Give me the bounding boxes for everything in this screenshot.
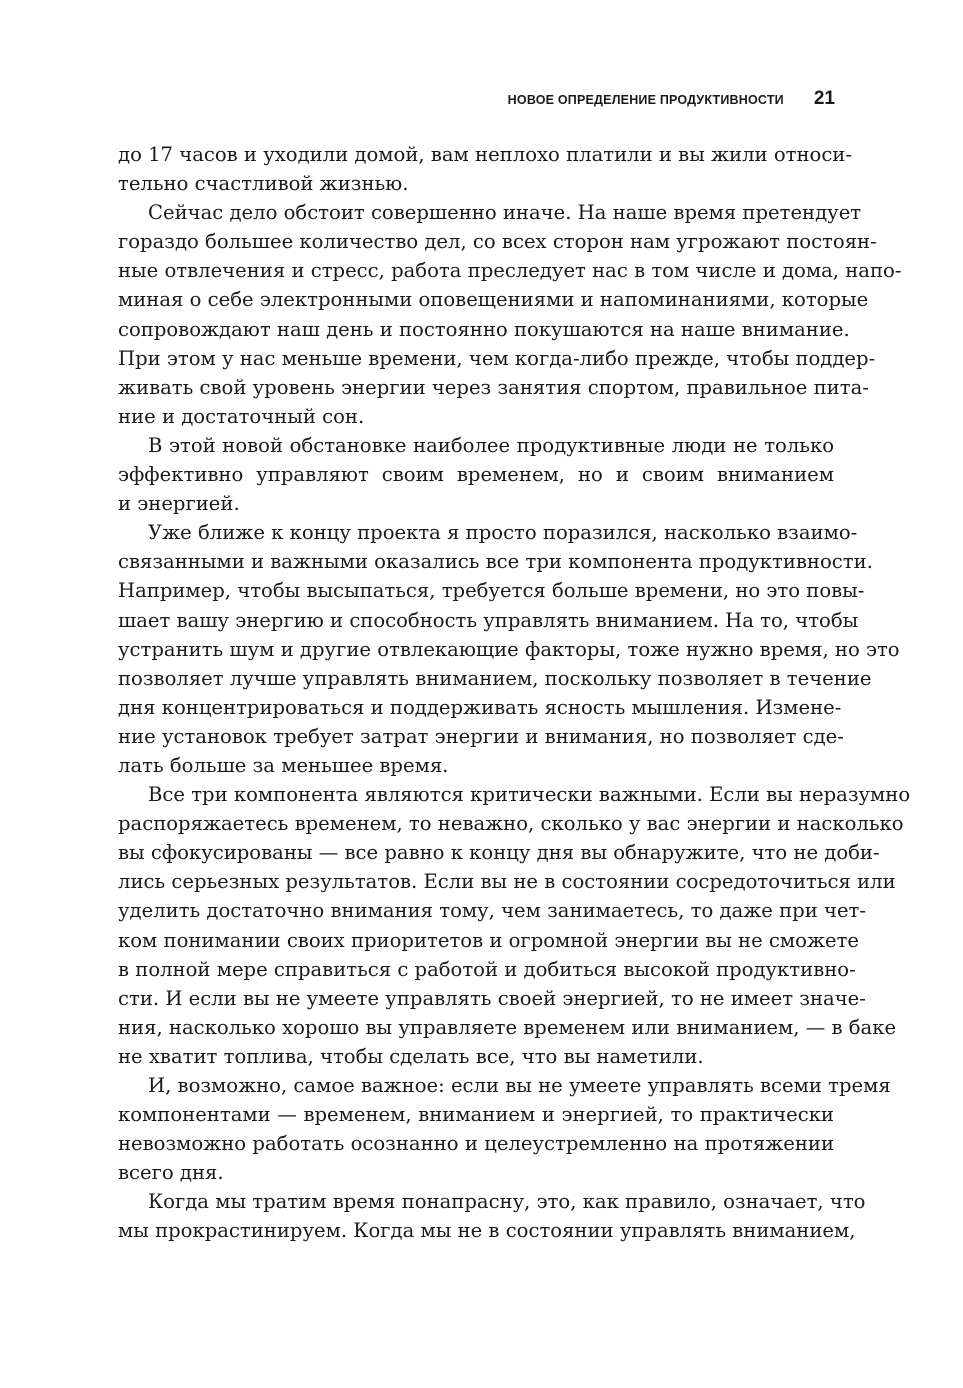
- text-line: вы сфокусированы — все равно к концу дня вы обнаружите, что не доби-: [118, 841, 880, 865]
- text-line: устранить шум и другие отвлекающие факторы, тоже нужно время, но это: [118, 637, 900, 661]
- text-line: в полной мере справиться с работой и добиться высокой продуктивно-: [118, 957, 856, 981]
- text-line: сти. И если вы не умеете управлять своей энергией, то не имеет значе-: [118, 986, 866, 1010]
- text-line: ния, насколько хорошо вы управляете временем или вниманием, — в баке: [118, 1015, 897, 1039]
- text-line: до 17 часов и уходили домой, вам неплохо платили и вы жили относи-: [118, 143, 852, 166]
- text-line: ние установок требует затрат энергии и внимания, но позволяет сде-: [118, 724, 844, 748]
- text-line: ние и достаточный сон.: [118, 404, 365, 428]
- text-line: эффективно управляют своим временем, но и своим вниманием: [118, 463, 834, 487]
- text-line: Все три компонента являются критически важными. Если вы неразумно: [148, 783, 911, 807]
- paragraph: [118, 198, 902, 431]
- text-line: дня концентрироваться и поддерживать ясность мышления. Измене-: [118, 695, 842, 719]
- text-line: В этой новой обстановке наиболее продуктивные люди не только: [148, 433, 834, 457]
- text-line: Сейчас дело обстоит совершенно иначе. На наше время претендует: [148, 201, 862, 225]
- text-line: позволяет лучше управлять вниманием, поскольку позволяет в течение: [118, 666, 872, 690]
- text-line: уделить достаточно внимания тому, чем занимаетесь, то даже при чет-: [118, 899, 867, 923]
- text-line: связанными и важными оказались все три компонента продуктивности.: [118, 550, 873, 574]
- paragraph: [118, 140, 852, 198]
- text-line: и энергией.: [118, 492, 240, 516]
- text-line: Когда мы тратим время понапрасну, это, как правило, означает, что: [148, 1190, 866, 1214]
- text-line: шает вашу энергию и способность управлять вниманием. На то, чтобы: [118, 608, 859, 632]
- paragraph: [118, 1187, 866, 1245]
- text-line: Например, чтобы высыпаться, требуется больше времени, но это повы-: [118, 579, 865, 603]
- paragraph: [118, 431, 834, 518]
- text-line: ком понимании своих приоритетов и огромной энергии вы не сможете: [118, 928, 860, 952]
- text-line: живать свой уровень энергии через занятия спортом, правильное пита-: [118, 375, 869, 399]
- paragraph: [118, 1071, 891, 1187]
- text-line: мы прокрастинируем. Когда мы не в состоянии управлять вниманием,: [118, 1219, 856, 1243]
- text-line: не хватит топлива, чтобы сделать все, что вы наметили.: [118, 1044, 704, 1068]
- paragraph: [118, 780, 911, 1071]
- page-number: 21: [813, 88, 835, 109]
- text-line: сопровождают наш день и постоянно покушаются на наше внимание.: [118, 317, 850, 341]
- text-line: лать больше за меньшее время.: [118, 753, 449, 777]
- body-text: [118, 140, 911, 1246]
- text-line: невозможно работать осознанно и целеустремленно на протяжении: [118, 1132, 834, 1156]
- text-line: И, возможно, самое важное: если вы не умеете управлять всеми тремя: [148, 1074, 891, 1097]
- running-head: [508, 88, 835, 110]
- text-line: всего дня.: [118, 1161, 224, 1185]
- text-line: гораздо большее количество дел, со всех сторон нам угрожают постоян-: [118, 230, 877, 254]
- text-line: Уже ближе к концу проекта я просто поразился, насколько взаимо-: [148, 521, 858, 545]
- running-title: НОВОЕ ОПРЕДЕЛЕНИЕ ПРОДУКТИВНОСТИ: [507, 93, 784, 107]
- text-line: тельно счастливой жизнью.: [118, 172, 409, 196]
- text-line: распоряжаетесь временем, то неважно, сколько у вас энергии и насколько: [118, 812, 904, 836]
- text-line: При этом у нас меньше времени, чем когда-либо прежде, чтобы поддер-: [118, 346, 876, 370]
- text-line: миная о себе электронными оповещениями и напоминаниями, которые: [118, 288, 869, 312]
- text-line: компонентами — временем, вниманием и энергией, то практически: [118, 1103, 834, 1127]
- paragraph: [118, 518, 900, 780]
- text-line: лись серьезных результатов. Если вы не в состоянии сосредоточиться или: [118, 870, 896, 894]
- text-line: ные отвлечения и стресс, работа преследует нас в том числе и дома, напо-: [118, 259, 902, 283]
